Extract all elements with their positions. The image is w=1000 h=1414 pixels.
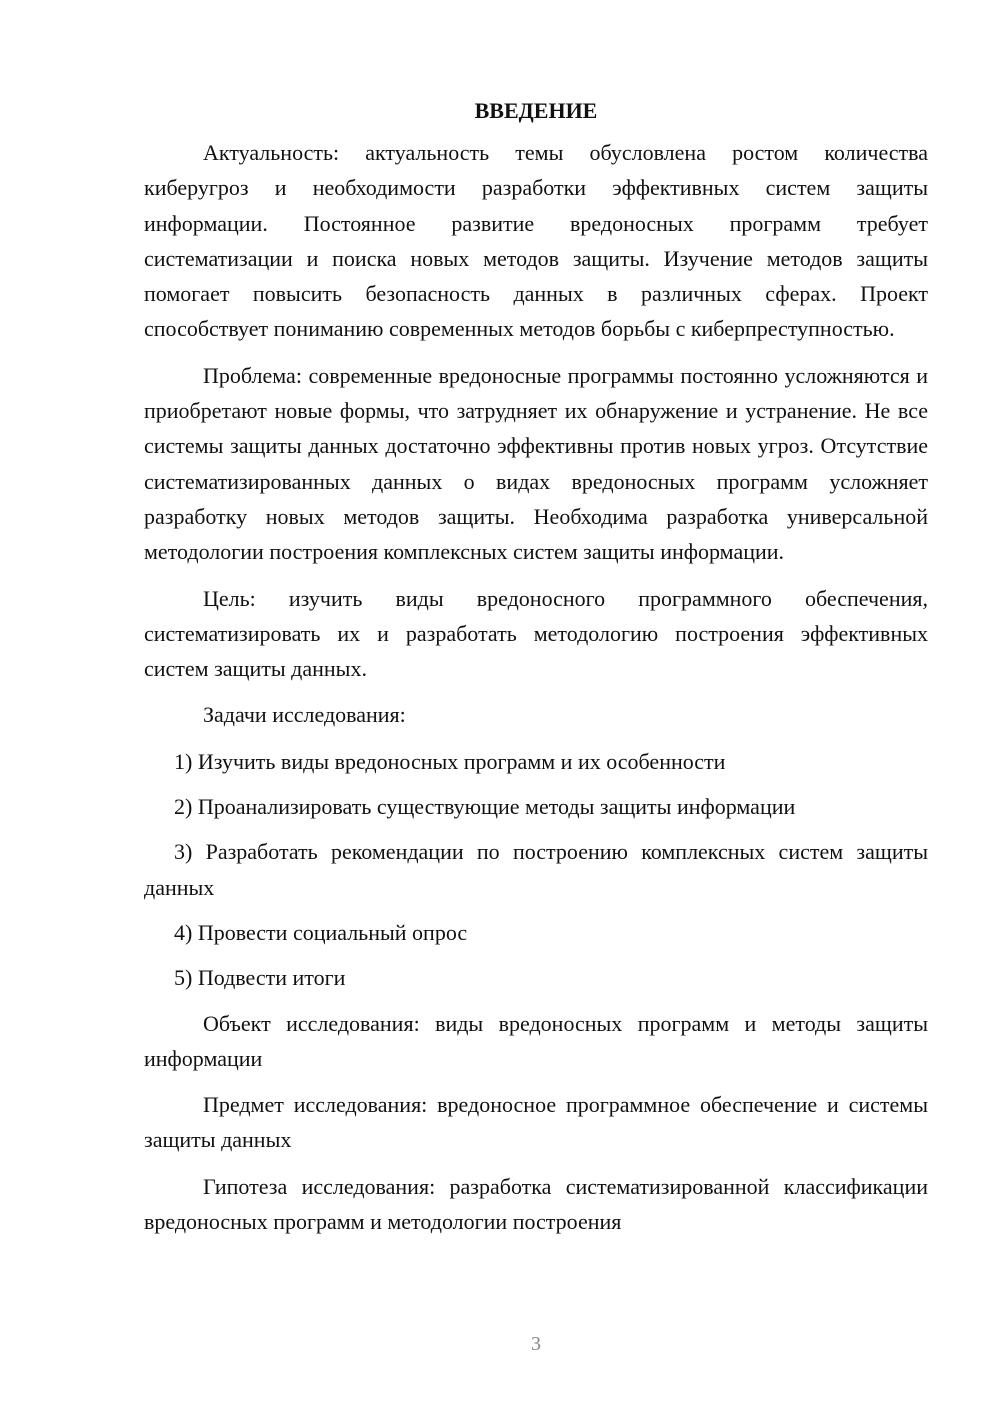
paragraph-problem: Проблема: современные вредоносные программы постоянно усложняются и приобретают новые формы, что затрудняет их обнаружение и устранение. Не все системы защиты данных достаточно эффективны против новых угроз. Отсутствие систематизированных данных о видах вредоносных программ усложняет разработку новых методов защиты. Необходима разработка универсальной методологии построения комплексных систем защиты информации. [144, 362, 928, 565]
paragraph-hypothesis: Гипотеза исследования: разработка систематизированной классификации вредоносных программ и методологии построения [144, 1173, 928, 1235]
tasks-title: Задачи исследования: [203, 702, 406, 728]
list-item: 2) Проанализировать существующие методы защиты информации [174, 794, 796, 820]
page-number: 3 [531, 1333, 541, 1355]
page-content [144, 93, 928, 1250]
paragraph-relevance: Актуальность: актуальность темы обусловлена ростом количества киберугроз и необходимости разработки эффективных систем защиты информации. Постоянное развитие вредоносных программ требует систематизации и поиска новых методов защиты. Изучение методов защиты помогает повысить безопасность данных в различных сферах. Проект способствует пониманию современных методов борьбы с киберпреступностью. [144, 140, 928, 342]
paragraph-object: Объект исследования: виды вредоносных программ и методы защиты информации [144, 1010, 928, 1071]
list-item: 4) Провести социальный опрос [174, 919, 468, 945]
paragraph-goal: Цель: изучить виды вредоносного программного обеспечения, систематизировать их и разработать методологию построения эффективных систем защиты данных. [144, 585, 928, 682]
list-item: 3) Разработать рекомендации по построению комплексных систем защиты данных [144, 839, 928, 900]
paragraph-subject: Предмет исследования: вредоносное программное обеспечение и системы защиты данных [144, 1092, 928, 1153]
list-item: 1) Изучить виды вредоносных программ и их особенности [174, 748, 726, 774]
list-item: 5) Подвести итоги [174, 965, 346, 991]
page-title: ВВЕДЕНИЕ [474, 98, 598, 123]
